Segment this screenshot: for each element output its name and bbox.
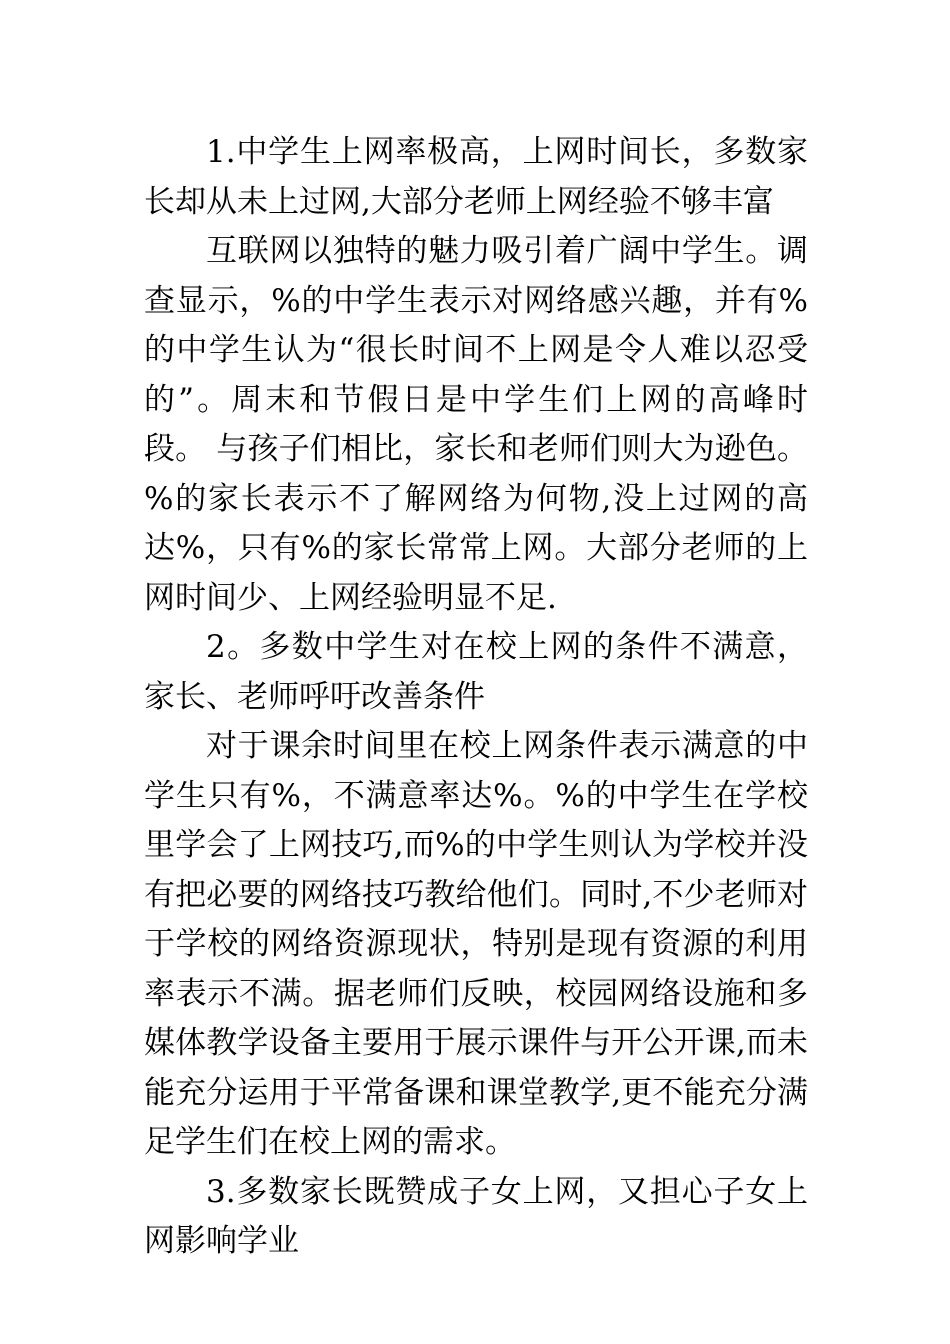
section-heading-2: 2。多数中学生对在校上网的条件不满意，家长、老师呼吁改善条件	[144, 629, 808, 715]
section-heading-1: 1.中学生上网率极高，上网时间长，多数家长却从未上过网,大部分老师上网经验不够丰富	[144, 134, 808, 220]
body-paragraph-1: 互联网以独特的魅力吸引着广阔中学生。调查显示，%的中学生表示对网络感兴趣，并有%的中学生认为“很长时间不上网是令人难以忍受的”。周末和节假日是中学生们上网的高峰时段。 与孩子们相比，家长和老师们则大为逊色。%的家长表示不了解网络为何物,没上过网的高达%，只有%的家长常常上网。大部分老师的上网时间少、上网经验明显不足.	[144, 233, 808, 616]
document-body	[144, 128, 808, 1267]
section-heading-3: 3.多数家长既赞成子女上网，又担心子女上网影响学业	[144, 1173, 808, 1259]
body-paragraph-2: 对于课余时间里在校上网条件表示满意的中学生只有%，不满意率达%。%的中学生在学校里学会了上网技巧,而%的中学生则认为学校并没有把必要的网络技巧教给他们。同时,不少老师对于学校的网络资源现状，特别是现有资源的利用率表示不满。据老师们反映，校园网络设施和多媒体教学设备主要用于展示课件与开公开课,而未能充分运用于平常备课和课堂教学,更不能充分满足学生们在校上网的需求。	[144, 728, 808, 1160]
